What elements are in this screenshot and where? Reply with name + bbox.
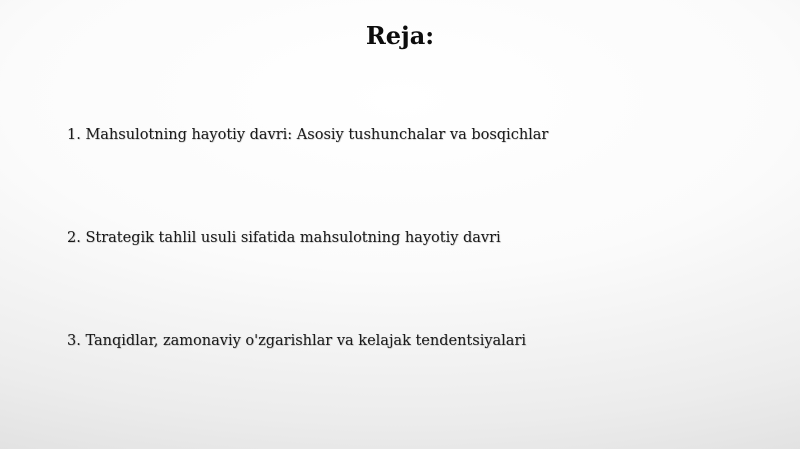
plan-item-2: 2. Strategik tahlil usuli sifatida mahsulotning hayotiy davri [67, 230, 501, 246]
slide-title: Reja: [365, 21, 435, 50]
plan-item-3: 3. Tanqidlar, zamonaviy o'zgarishlar va kelajak tendentsiyalari [67, 333, 527, 349]
plan-item-1: 1. Mahsulotning hayotiy davri: Asosiy tushunchalar va bosqichlar [67, 127, 549, 143]
